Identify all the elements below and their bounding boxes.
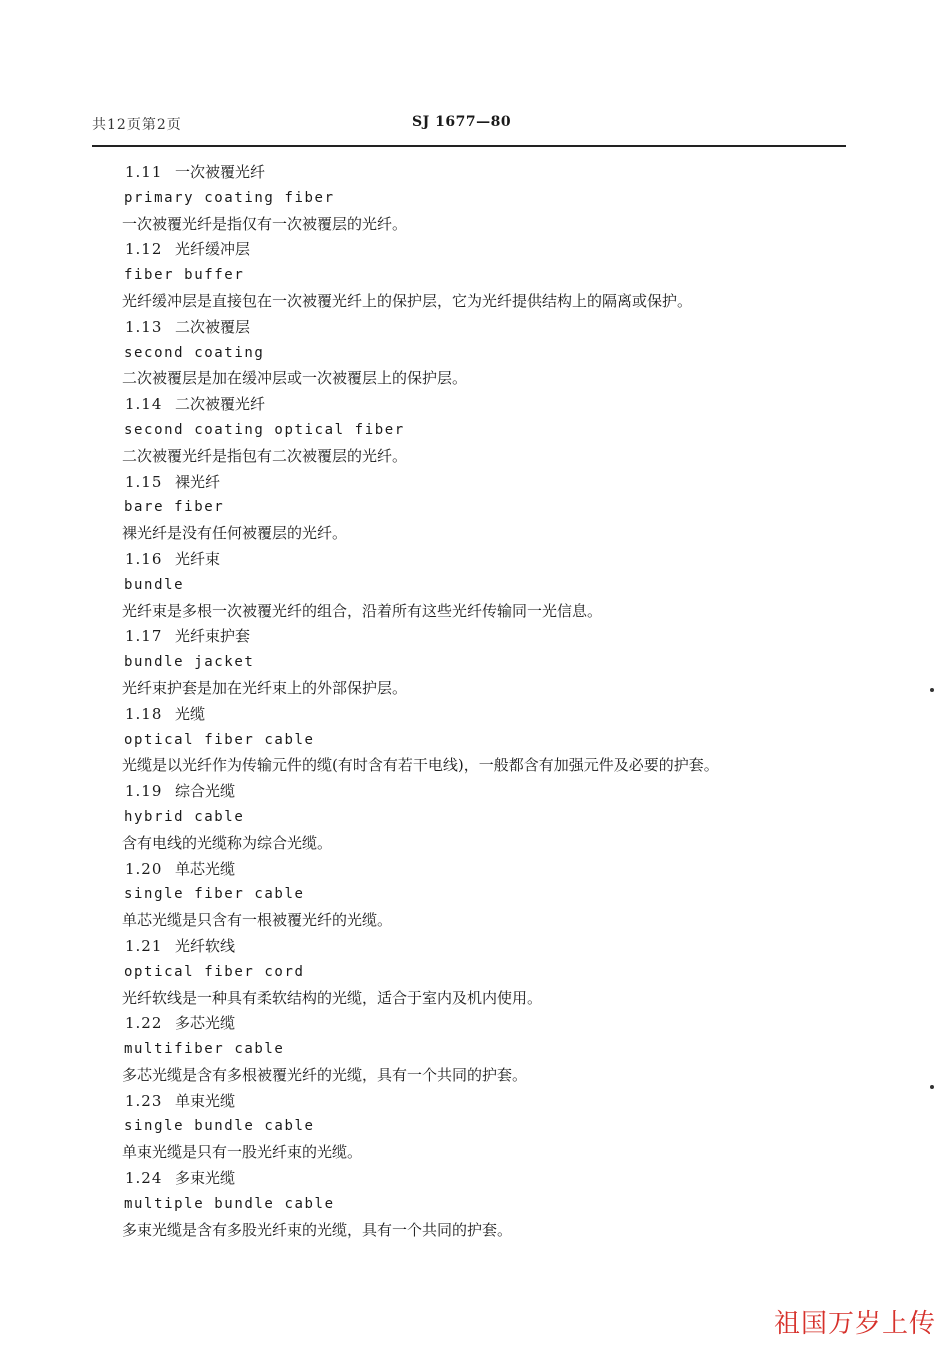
term-definition: 二次被覆层是加在缓冲层或一次被覆层上的保护层。 xyxy=(122,369,468,388)
term-definition: 光纤束护套是加在光纤束上的外部保护层。 xyxy=(122,678,408,697)
term-entry xyxy=(122,470,842,547)
term-entry xyxy=(122,237,842,314)
term-chinese: 多芯光缆 xyxy=(175,1014,236,1033)
term-entry xyxy=(122,702,842,779)
standard-code: SJ 1677—80 xyxy=(412,114,512,130)
term-chinese: 光纤缓冲层 xyxy=(175,240,251,259)
term-entry xyxy=(122,392,842,469)
term-definition: 单束光缆是只有一股光纤束的光缆。 xyxy=(122,1143,363,1162)
term-english: multiple bundle cable xyxy=(124,1195,335,1212)
term-number: 1.16 xyxy=(125,549,163,568)
term-english: optical fiber cord xyxy=(124,963,305,980)
term-entry xyxy=(122,1011,842,1088)
term-number: 1.17 xyxy=(125,627,163,646)
term-definition: 光纤软线是一种具有柔软结构的光缆，适合于室内及机内使用。 xyxy=(122,988,543,1007)
term-english: optical fiber cable xyxy=(124,731,315,748)
term-english: bundle jacket xyxy=(124,654,255,671)
term-number: 1.21 xyxy=(125,936,163,955)
page-header xyxy=(92,114,844,136)
term-chinese: 二次被覆光纤 xyxy=(175,395,266,414)
term-number: 1.13 xyxy=(125,317,163,336)
term-number: 1.23 xyxy=(125,1091,163,1110)
term-definition: 单芯光缆是只含有一根被覆光纤的光缆。 xyxy=(122,911,393,930)
term-chinese: 一次被覆光纤 xyxy=(175,163,266,181)
term-number: 1.12 xyxy=(125,240,163,259)
term-entry xyxy=(122,624,842,701)
term-entry xyxy=(122,1166,842,1243)
term-chinese: 裸光纤 xyxy=(175,472,221,491)
term-number: 1.20 xyxy=(125,859,163,878)
term-number: 1.24 xyxy=(125,1169,163,1188)
scan-speck xyxy=(930,688,934,692)
term-chinese: 单束光缆 xyxy=(175,1091,236,1110)
term-number: 1.14 xyxy=(125,395,163,414)
page-count: 共12页第2页 xyxy=(92,117,182,133)
term-english: bundle xyxy=(124,576,185,593)
term-chinese: 光缆 xyxy=(175,704,206,723)
term-definition: 多束光缆是含有多股光纤束的光缆，具有一个共同的护套。 xyxy=(122,1220,513,1239)
term-english: single fiber cable xyxy=(124,886,305,903)
term-chinese: 光纤束 xyxy=(175,549,221,568)
term-entry xyxy=(122,547,842,624)
term-english: hybrid cable xyxy=(124,808,245,825)
term-english: second coating xyxy=(124,344,265,361)
term-entry xyxy=(122,160,842,237)
term-english: fiber buffer xyxy=(124,267,245,284)
term-entry xyxy=(122,857,842,934)
term-chinese: 单芯光缆 xyxy=(175,859,236,878)
upload-watermark: 祖国万岁上传 xyxy=(773,1309,936,1339)
term-definition: 二次被覆光纤是指包有二次被覆层的光纤。 xyxy=(122,446,408,465)
term-chinese: 综合光缆 xyxy=(175,782,236,801)
term-english: single bundle cable xyxy=(124,1118,315,1135)
term-entry xyxy=(122,1089,842,1166)
term-definition: 光纤缓冲层是直接包在一次被覆光纤上的保护层，它为光纤提供结构上的隔离或保护。 xyxy=(122,291,693,310)
term-definition: 一次被覆光纤是指仅有一次被覆层的光纤。 xyxy=(122,214,408,233)
term-definition: 光缆是以光纤作为传输元件的缆(有时含有若干电线)，一般都含有加强元件及必要的护套。 xyxy=(122,756,719,775)
term-entry xyxy=(122,315,842,392)
term-number: 1.11 xyxy=(125,163,163,181)
term-chinese: 光纤束护套 xyxy=(175,627,251,646)
term-number: 1.18 xyxy=(125,704,163,723)
term-chinese: 多束光缆 xyxy=(175,1169,236,1188)
term-chinese: 二次被覆层 xyxy=(175,317,251,336)
term-chinese: 光纤软线 xyxy=(175,936,236,955)
term-entry xyxy=(122,934,842,1011)
term-definition: 光纤束是多根一次被覆光纤的组合，沿着所有这些光纤传输同一光信息。 xyxy=(122,601,603,620)
term-english: primary coating fiber xyxy=(124,189,335,206)
term-definition: 裸光纤是没有任何被覆层的光纤。 xyxy=(122,524,348,543)
header-divider xyxy=(92,145,846,147)
term-english: multifiber cable xyxy=(124,1041,285,1058)
term-number: 1.22 xyxy=(125,1014,163,1033)
term-definition: 多芯光缆是含有多根被覆光纤的光缆，具有一个共同的护套。 xyxy=(122,1065,528,1084)
term-number: 1.15 xyxy=(125,472,163,491)
term-list xyxy=(122,160,842,1243)
term-definition: 含有电线的光缆称为综合光缆。 xyxy=(122,833,333,852)
term-number: 1.19 xyxy=(125,782,163,801)
scan-speck xyxy=(930,1085,934,1089)
term-english: bare fiber xyxy=(124,499,225,516)
term-entry xyxy=(122,779,842,856)
term-english: second coating optical fiber xyxy=(124,421,405,438)
